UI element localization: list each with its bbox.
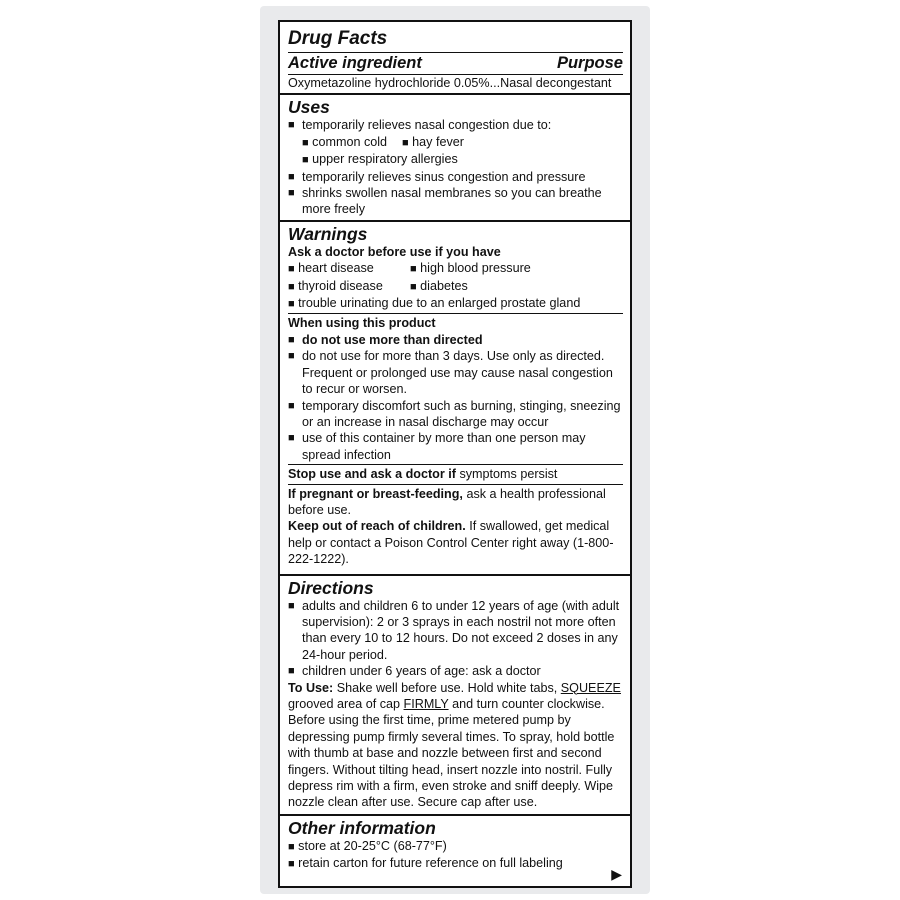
list-item: ■ children under 6 years of age: ask a doctor [288,664,541,679]
list-item: ■ adults and children 6 to under 12 years of age (with adult supervision): 2 or 3 sprays in each nostril not more often than every 10 to 12 hours. Do not exceed 2 doses in any 24-hour period. [288,598,620,662]
list-item: ■ heart disease ■ high blood pressure [288,261,531,276]
when-using-heading: When using this product [288,316,436,331]
active-ingredient-heading: Active ingredient [288,54,422,72]
stop-use-line: Stop use and ask a doctor if symptoms persist [288,467,558,482]
other-info-section [288,818,623,873]
section-divider [280,220,630,222]
list-item: ■ temporary discomfort such as burning, stinging, sneezing or an increase in nasal discharge may occur [288,398,621,429]
divider [288,464,623,465]
list-item: ■ do not use for more than 3 days. Use only as directed. Frequent or prolonged use may cause nasal congestion to recur or worsen. [288,349,613,397]
warnings-heading: Warnings [288,223,368,244]
divider [288,313,623,314]
other-info-heading: Other information [288,817,436,838]
pregnancy-warning: If pregnant or breast-feeding, ask a health professional before use. [288,486,606,517]
drug-facts-panel [278,20,632,888]
section-divider [280,814,630,816]
divider [288,52,623,53]
list-item: ■ shrinks swollen nasal membranes so you can breathe more freely [288,186,602,217]
directions-heading: Directions [288,577,374,598]
divider [288,484,623,485]
list-item: ■ temporarily relieves nasal congestion due to: [288,118,552,133]
section-divider [280,93,630,95]
directions-section [288,578,623,811]
active-ingredient-header [288,54,623,73]
list-item: ■ do not use more than directed [288,332,483,347]
list-item: ■ use of this container by more than one person may spread infection [288,431,586,462]
list-item: ■ common cold ■ hay fever [302,134,464,149]
list-item: ■ retain carton for future reference on full labeling [288,856,563,871]
to-use-instructions: To Use: Shake well before use. Hold white tabs, SQUEEZE grooved area of cap FIRMLY and turn counter clockwise. Before using the first time, prime metered pump by depressing pump firmly several times. To spray, hold bottle with thumb at base and nozzle between first and second fingers. Without tilting head, insert nozzle into nostril. Fully depress rim with a firm, even stroke and sniff deeply. Wipe nozzle clean after use. Secure cap after use. [288,680,621,810]
list-item: ■ store at 20-25°C (68-77°F) [288,838,447,853]
warnings-section [288,224,623,568]
continue-arrow-icon: ▶ [611,865,622,882]
list-item: ■ temporarily relieves sinus congestion and pressure [288,169,586,184]
purpose-heading: Purpose [556,54,623,72]
keep-out-of-reach: Keep out of reach of children. If swallowed, get medical help or contact a Poison Control Center right away (1-800-222-1222). [288,519,614,567]
list-item: ■ thyroid disease ■ diabetes [288,278,468,293]
drug-facts-title: Drug Facts [288,28,388,49]
uses-heading: Uses [288,97,330,118]
ask-doctor-heading: Ask a doctor before use if you have [288,244,501,259]
uses-section [288,97,623,217]
list-item: ■ trouble urinating due to an enlarged prostate gland [288,296,581,311]
active-ingredient-line: Oxymetazoline hydrochloride 0.05%...Nasal decongestant [288,76,612,90]
section-divider [280,574,630,576]
list-item: ■ upper respiratory allergies [302,152,458,167]
